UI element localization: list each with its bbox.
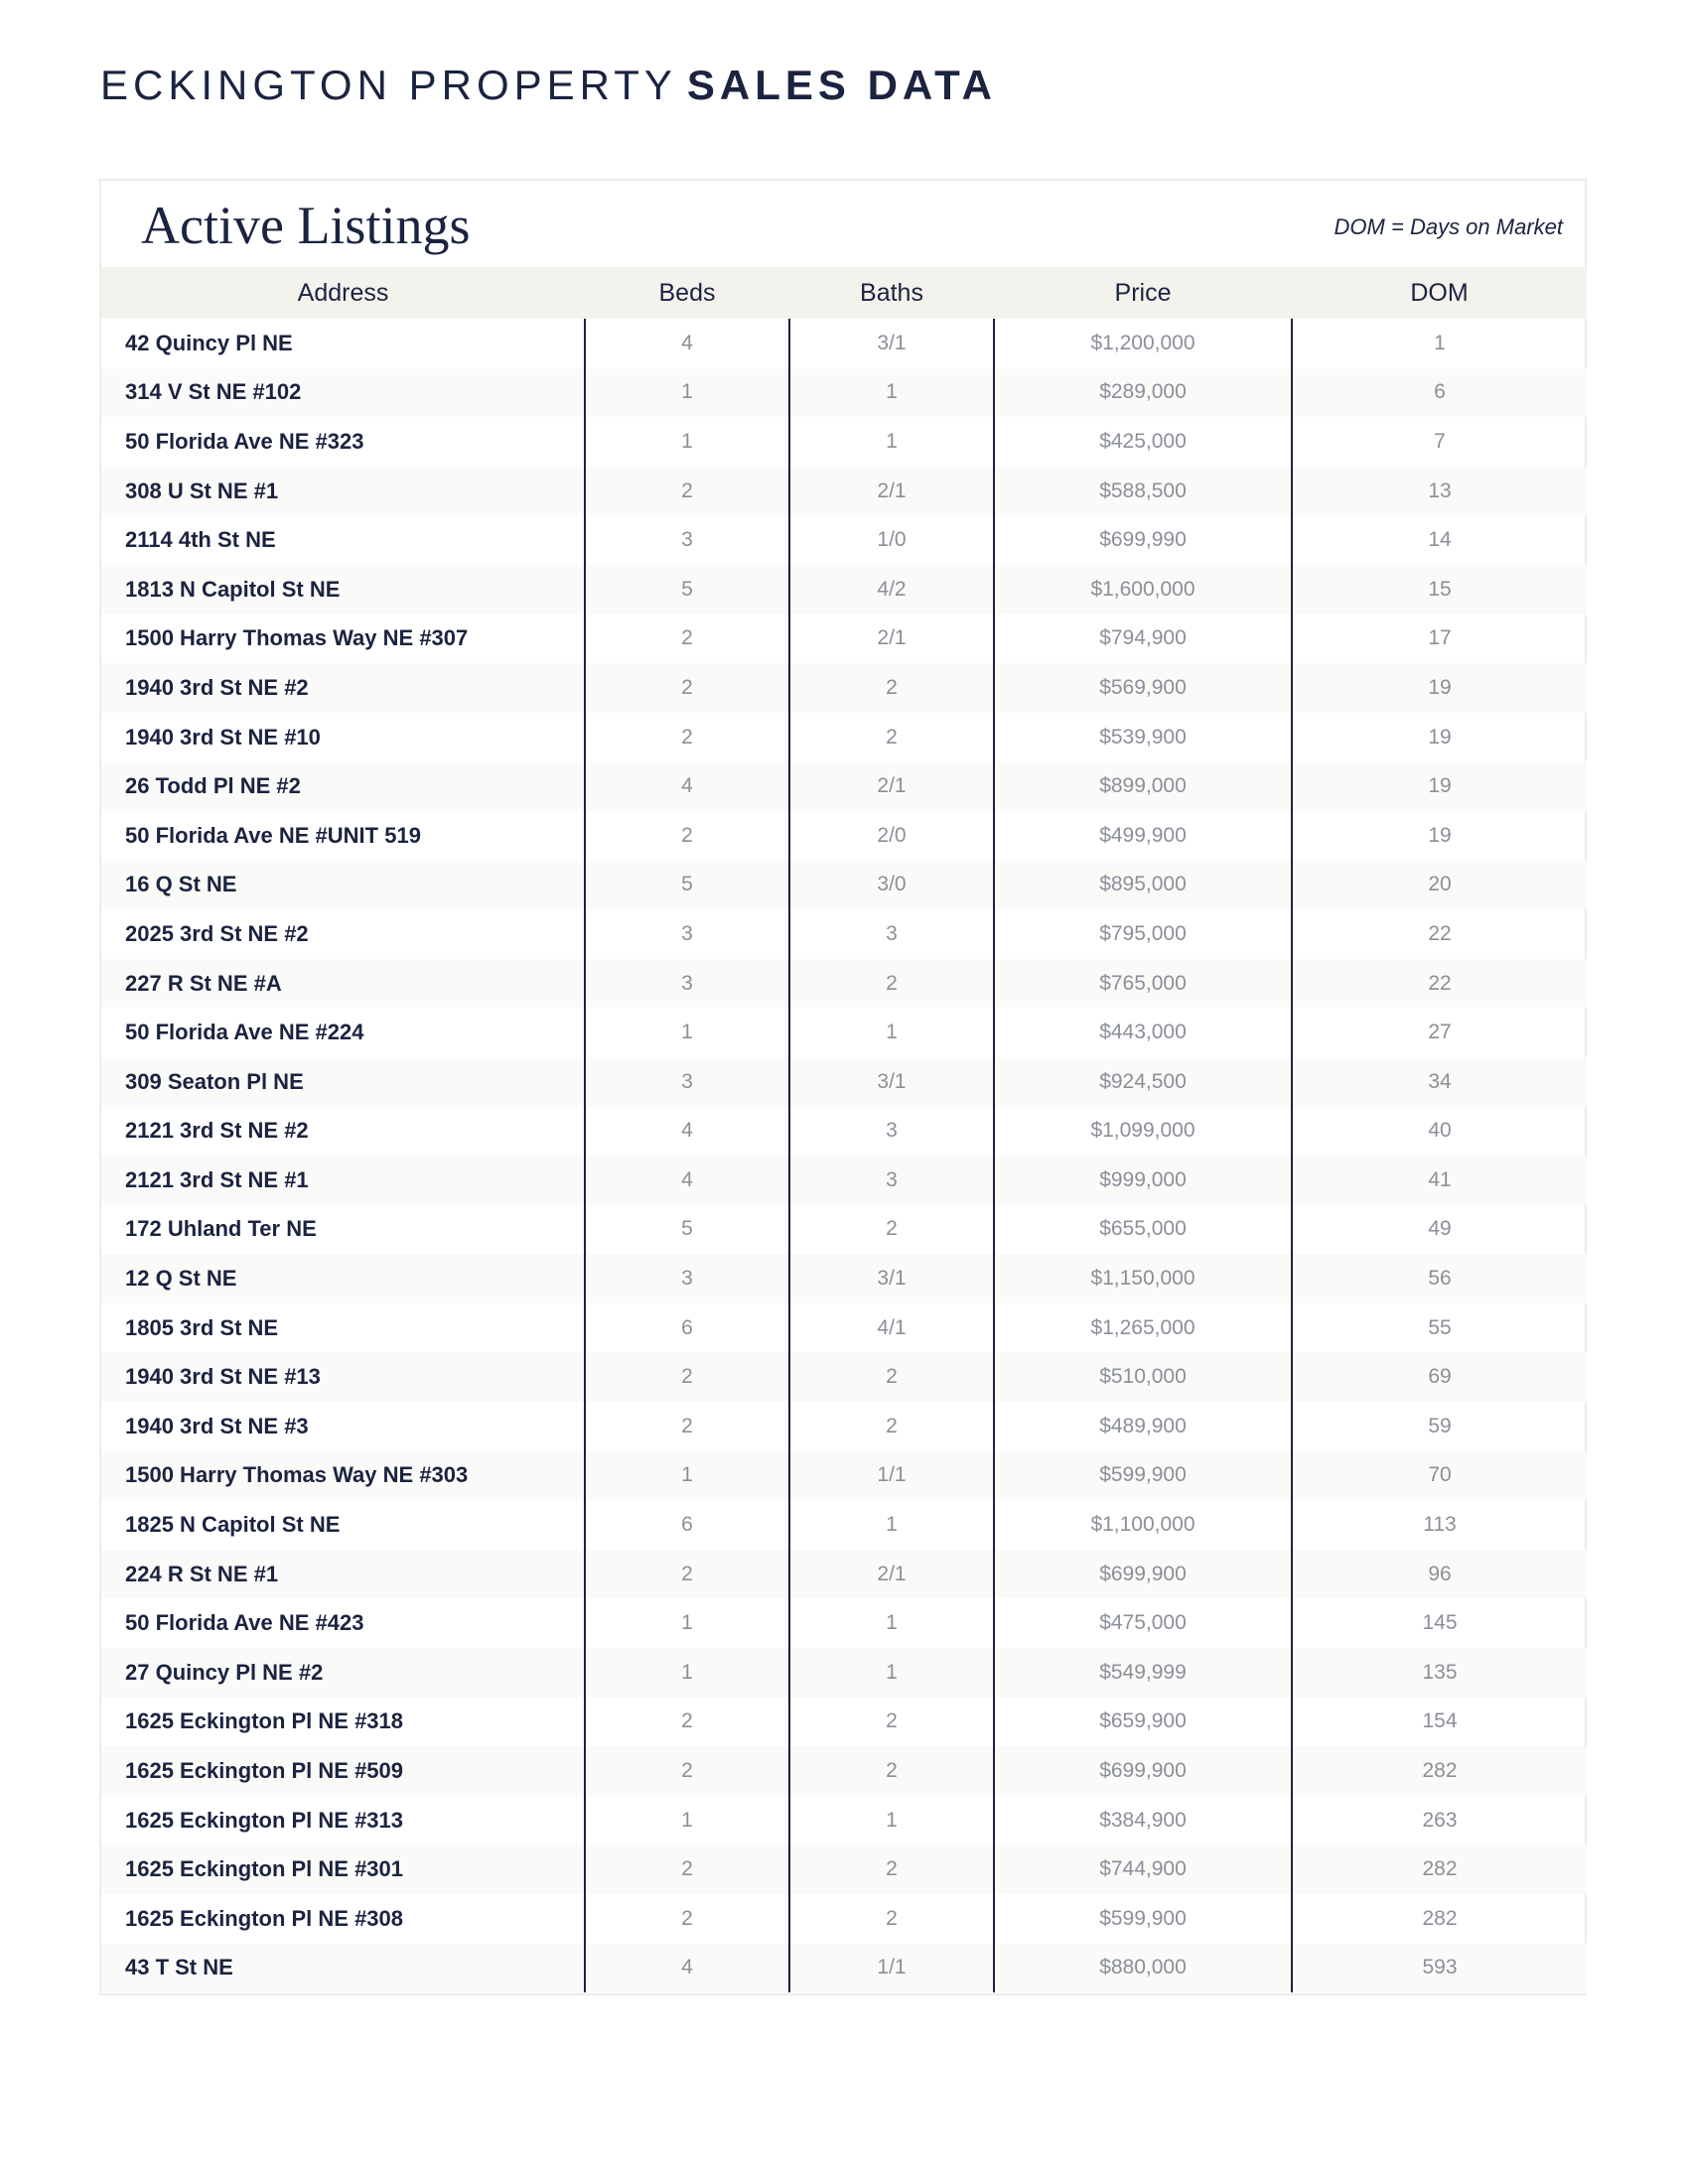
cell-beds: 2 bbox=[585, 1698, 789, 1747]
cell-baths: 2 bbox=[789, 1352, 994, 1402]
table-row bbox=[101, 1894, 1587, 1944]
cell-dom: 7 bbox=[1434, 429, 1446, 453]
cell-baths: 2/1 bbox=[789, 761, 994, 811]
cell-price: $744,900 bbox=[994, 1844, 1292, 1894]
cell-beds: 1 bbox=[585, 1008, 789, 1057]
cell-dom: 15 bbox=[1428, 577, 1452, 601]
cell-price: $655,000 bbox=[994, 1205, 1292, 1255]
cell-beds: 2 bbox=[585, 467, 789, 516]
cell-price: $880,000 bbox=[994, 1944, 1292, 1993]
table-row bbox=[101, 1156, 1587, 1205]
table-row bbox=[101, 1107, 1587, 1157]
cell-dom: 55 bbox=[1428, 1315, 1452, 1339]
cell-dom: 282 bbox=[1422, 1906, 1458, 1930]
cell-beds: 4 bbox=[585, 1944, 789, 1993]
table-row bbox=[101, 811, 1587, 861]
cell-baths: 1 bbox=[789, 1648, 994, 1698]
cell-beds: 6 bbox=[585, 1303, 789, 1353]
cell-price: $443,000 bbox=[994, 1008, 1292, 1057]
cell-dom: 19 bbox=[1428, 774, 1452, 798]
cell-dom: 41 bbox=[1428, 1167, 1452, 1191]
page-title-bold: SALES DATA bbox=[686, 62, 997, 108]
table-row bbox=[101, 565, 1587, 614]
cell-address: 50 Florida Ave NE #224 bbox=[101, 1008, 585, 1057]
cell-address: 2121 3rd St NE #1 bbox=[101, 1156, 585, 1205]
listings-table bbox=[101, 267, 1587, 1992]
cell-price: $999,000 bbox=[994, 1156, 1292, 1205]
table-header-row bbox=[101, 267, 1587, 319]
cell-address: 1625 Eckington Pl NE #313 bbox=[101, 1796, 585, 1845]
cell-baths: 2 bbox=[789, 959, 994, 1009]
cell-baths: 2 bbox=[789, 663, 994, 713]
cell-dom: 13 bbox=[1428, 478, 1452, 502]
cell-address: 314 V St NE #102 bbox=[101, 368, 585, 418]
column-header-beds: Beds bbox=[658, 278, 716, 307]
cell-baths: 1 bbox=[789, 1500, 994, 1550]
cell-address: 1500 Harry Thomas Way NE #303 bbox=[101, 1451, 585, 1501]
cell-address: 1625 Eckington Pl NE #318 bbox=[101, 1698, 585, 1747]
table-row bbox=[101, 1451, 1587, 1501]
cell-baths: 2 bbox=[789, 1844, 994, 1894]
cell-address: 1940 3rd St NE #10 bbox=[101, 713, 585, 762]
cell-beds: 2 bbox=[585, 1352, 789, 1402]
cell-price: $699,900 bbox=[994, 1746, 1292, 1796]
cell-price: $699,990 bbox=[994, 515, 1292, 565]
cell-beds: 4 bbox=[585, 1107, 789, 1157]
table-row bbox=[101, 1402, 1587, 1451]
cell-price: $1,265,000 bbox=[994, 1303, 1292, 1353]
cell-baths: 3 bbox=[789, 1156, 994, 1205]
table-row bbox=[101, 1500, 1587, 1550]
cell-address: 224 R St NE #1 bbox=[101, 1550, 585, 1599]
cell-price: $499,900 bbox=[994, 811, 1292, 861]
cell-beds: 2 bbox=[585, 1844, 789, 1894]
cell-address: 16 Q St NE bbox=[101, 861, 585, 910]
cell-price: $1,099,000 bbox=[994, 1107, 1292, 1157]
cell-beds: 6 bbox=[585, 1500, 789, 1550]
cell-address: 1813 N Capitol St NE bbox=[101, 565, 585, 614]
table-row bbox=[101, 761, 1587, 811]
card-title: Active Listings bbox=[141, 196, 471, 255]
cell-dom: 56 bbox=[1428, 1267, 1452, 1291]
table-row bbox=[101, 1746, 1587, 1796]
cell-beds: 2 bbox=[585, 1746, 789, 1796]
cell-beds: 5 bbox=[585, 1205, 789, 1255]
cell-baths: 3/1 bbox=[789, 319, 994, 368]
table-row bbox=[101, 1352, 1587, 1402]
cell-baths: 1 bbox=[789, 417, 994, 467]
cell-address: 308 U St NE #1 bbox=[101, 467, 585, 516]
cell-baths: 2 bbox=[789, 1402, 994, 1451]
cell-beds: 2 bbox=[585, 811, 789, 861]
cell-dom: 40 bbox=[1428, 1119, 1452, 1143]
cell-beds: 2 bbox=[585, 713, 789, 762]
cell-beds: 5 bbox=[585, 565, 789, 614]
cell-baths: 1/0 bbox=[789, 515, 994, 565]
cell-beds: 4 bbox=[585, 761, 789, 811]
cell-dom: 22 bbox=[1428, 971, 1452, 995]
table-row bbox=[101, 1057, 1587, 1107]
table-row bbox=[101, 1550, 1587, 1599]
cell-baths: 3 bbox=[789, 1107, 994, 1157]
cell-price: $794,900 bbox=[994, 614, 1292, 664]
cell-beds: 1 bbox=[585, 1598, 789, 1648]
cell-address: 1825 N Capitol St NE bbox=[101, 1500, 585, 1550]
cell-baths: 2 bbox=[789, 1698, 994, 1747]
cell-beds: 3 bbox=[585, 959, 789, 1009]
table-row bbox=[101, 417, 1587, 467]
cell-beds: 2 bbox=[585, 614, 789, 664]
cell-baths: 2 bbox=[789, 1205, 994, 1255]
table-row bbox=[101, 614, 1587, 664]
cell-baths: 2 bbox=[789, 713, 994, 762]
cell-beds: 1 bbox=[585, 368, 789, 418]
cell-dom: 6 bbox=[1434, 380, 1446, 404]
cell-dom: 263 bbox=[1422, 1808, 1458, 1832]
column-header-baths: Baths bbox=[860, 278, 923, 307]
table-row bbox=[101, 909, 1587, 959]
cell-price: $1,600,000 bbox=[994, 565, 1292, 614]
cell-beds: 1 bbox=[585, 1648, 789, 1698]
cell-price: $765,000 bbox=[994, 959, 1292, 1009]
cell-baths: 2/1 bbox=[789, 1550, 994, 1599]
cell-baths: 3/1 bbox=[789, 1254, 994, 1303]
table-row bbox=[101, 1648, 1587, 1698]
cell-dom: 154 bbox=[1422, 1709, 1458, 1733]
table-row bbox=[101, 1944, 1587, 1993]
cell-beds: 4 bbox=[585, 1156, 789, 1205]
cell-address: 1940 3rd St NE #2 bbox=[101, 663, 585, 713]
cell-dom: 69 bbox=[1428, 1365, 1452, 1389]
page-title bbox=[100, 62, 997, 109]
cell-beds: 2 bbox=[585, 1402, 789, 1451]
cell-address: 50 Florida Ave NE #UNIT 519 bbox=[101, 811, 585, 861]
cell-baths: 1 bbox=[789, 1796, 994, 1845]
table-row bbox=[101, 1008, 1587, 1057]
cell-address: 1625 Eckington Pl NE #301 bbox=[101, 1844, 585, 1894]
cell-dom: 1 bbox=[1434, 331, 1446, 354]
cell-beds: 3 bbox=[585, 1057, 789, 1107]
cell-baths: 1 bbox=[789, 368, 994, 418]
cell-address: 1940 3rd St NE #3 bbox=[101, 1402, 585, 1451]
cell-beds: 3 bbox=[585, 909, 789, 959]
cell-address: 227 R St NE #A bbox=[101, 959, 585, 1009]
cell-dom: 59 bbox=[1428, 1414, 1452, 1437]
dom-legend: DOM = Days on Market bbox=[1334, 214, 1563, 239]
cell-dom: 282 bbox=[1422, 1759, 1458, 1783]
cell-baths: 3/1 bbox=[789, 1057, 994, 1107]
cell-dom: 27 bbox=[1428, 1021, 1452, 1044]
cell-baths: 1/1 bbox=[789, 1451, 994, 1501]
table-row bbox=[101, 1844, 1587, 1894]
cell-baths: 2/1 bbox=[789, 467, 994, 516]
cell-address: 172 Uhland Ter NE bbox=[101, 1205, 585, 1255]
cell-price: $489,900 bbox=[994, 1402, 1292, 1451]
cell-beds: 4 bbox=[585, 319, 789, 368]
table-row bbox=[101, 467, 1587, 516]
table-row bbox=[101, 1796, 1587, 1845]
cell-dom: 282 bbox=[1422, 1857, 1458, 1881]
cell-price: $425,000 bbox=[994, 417, 1292, 467]
active-listings-card bbox=[99, 179, 1587, 1995]
cell-price: $599,900 bbox=[994, 1451, 1292, 1501]
cell-price: $795,000 bbox=[994, 909, 1292, 959]
cell-address: 42 Quincy Pl NE bbox=[101, 319, 585, 368]
cell-baths: 2/1 bbox=[789, 614, 994, 664]
cell-address: 2025 3rd St NE #2 bbox=[101, 909, 585, 959]
cell-baths: 4/2 bbox=[789, 565, 994, 614]
cell-dom: 34 bbox=[1428, 1069, 1452, 1093]
cell-dom: 49 bbox=[1428, 1217, 1452, 1241]
cell-dom: 70 bbox=[1428, 1463, 1452, 1487]
cell-price: $699,900 bbox=[994, 1550, 1292, 1599]
table-row bbox=[101, 959, 1587, 1009]
cell-price: $1,100,000 bbox=[994, 1500, 1292, 1550]
cell-dom: 96 bbox=[1428, 1562, 1452, 1585]
cell-beds: 2 bbox=[585, 1550, 789, 1599]
cell-dom: 135 bbox=[1422, 1660, 1458, 1684]
cell-beds: 2 bbox=[585, 663, 789, 713]
table-row bbox=[101, 1303, 1587, 1353]
table-row bbox=[101, 1698, 1587, 1747]
cell-price: $289,000 bbox=[994, 368, 1292, 418]
cell-price: $569,900 bbox=[994, 663, 1292, 713]
cell-beds: 3 bbox=[585, 1254, 789, 1303]
cell-price: $1,200,000 bbox=[994, 319, 1292, 368]
cell-baths: 4/1 bbox=[789, 1303, 994, 1353]
cell-address: 50 Florida Ave NE #423 bbox=[101, 1598, 585, 1648]
cell-price: $599,900 bbox=[994, 1894, 1292, 1944]
cell-address: 2114 4th St NE bbox=[101, 515, 585, 565]
cell-price: $384,900 bbox=[994, 1796, 1292, 1845]
cell-address: 50 Florida Ave NE #323 bbox=[101, 417, 585, 467]
cell-dom: 145 bbox=[1422, 1611, 1458, 1635]
column-header-price: Price bbox=[1114, 278, 1172, 307]
cell-price: $659,900 bbox=[994, 1698, 1292, 1747]
cell-address: 27 Quincy Pl NE #2 bbox=[101, 1648, 585, 1698]
cell-dom: 22 bbox=[1428, 921, 1452, 945]
cell-price: $539,900 bbox=[994, 713, 1292, 762]
table-row bbox=[101, 1598, 1587, 1648]
cell-baths: 3 bbox=[789, 909, 994, 959]
table-row bbox=[101, 1254, 1587, 1303]
cell-dom: 17 bbox=[1428, 626, 1452, 650]
cell-baths: 2/0 bbox=[789, 811, 994, 861]
cell-address: 12 Q St NE bbox=[101, 1254, 585, 1303]
cell-dom: 19 bbox=[1428, 725, 1452, 749]
table-row bbox=[101, 1205, 1587, 1255]
cell-baths: 2 bbox=[789, 1894, 994, 1944]
cell-address: 2121 3rd St NE #2 bbox=[101, 1107, 585, 1157]
cell-price: $899,000 bbox=[994, 761, 1292, 811]
cell-price: $895,000 bbox=[994, 861, 1292, 910]
table-row bbox=[101, 713, 1587, 762]
cell-address: 1500 Harry Thomas Way NE #307 bbox=[101, 614, 585, 664]
cell-address: 1805 3rd St NE bbox=[101, 1303, 585, 1353]
cell-baths: 1 bbox=[789, 1598, 994, 1648]
cell-dom: 20 bbox=[1428, 873, 1452, 896]
cell-dom: 14 bbox=[1428, 528, 1452, 552]
table-row bbox=[101, 663, 1587, 713]
cell-beds: 2 bbox=[585, 1894, 789, 1944]
cell-price: $475,000 bbox=[994, 1598, 1292, 1648]
cell-beds: 5 bbox=[585, 861, 789, 910]
cell-address: 1940 3rd St NE #13 bbox=[101, 1352, 585, 1402]
cell-price: $924,500 bbox=[994, 1057, 1292, 1107]
cell-address: 309 Seaton Pl NE bbox=[101, 1057, 585, 1107]
listings-body bbox=[101, 319, 1587, 1992]
table-row bbox=[101, 368, 1587, 418]
cell-beds: 3 bbox=[585, 515, 789, 565]
table-row bbox=[101, 861, 1587, 910]
column-header-dom: DOM bbox=[1410, 278, 1469, 307]
cell-beds: 1 bbox=[585, 1451, 789, 1501]
cell-beds: 1 bbox=[585, 417, 789, 467]
cell-price: $510,000 bbox=[994, 1352, 1292, 1402]
column-header-address: Address bbox=[297, 278, 389, 307]
cell-address: 43 T St NE bbox=[101, 1944, 585, 1993]
cell-dom: 593 bbox=[1422, 1956, 1458, 1979]
cell-address: 1625 Eckington Pl NE #308 bbox=[101, 1894, 585, 1944]
cell-baths: 1/1 bbox=[789, 1944, 994, 1993]
cell-baths: 2 bbox=[789, 1746, 994, 1796]
table-row bbox=[101, 319, 1587, 368]
page-title-light: ECKINGTON PROPERTY bbox=[100, 62, 677, 108]
cell-price: $588,500 bbox=[994, 467, 1292, 516]
cell-dom: 113 bbox=[1423, 1513, 1457, 1537]
cell-dom: 19 bbox=[1428, 675, 1452, 699]
cell-address: 1625 Eckington Pl NE #509 bbox=[101, 1746, 585, 1796]
cell-address: 26 Todd Pl NE #2 bbox=[101, 761, 585, 811]
cell-price: $1,150,000 bbox=[994, 1254, 1292, 1303]
cell-dom: 19 bbox=[1428, 823, 1452, 847]
table-row bbox=[101, 515, 1587, 565]
cell-beds: 1 bbox=[585, 1796, 789, 1845]
cell-price: $549,999 bbox=[994, 1648, 1292, 1698]
cell-baths: 1 bbox=[789, 1008, 994, 1057]
cell-baths: 3/0 bbox=[789, 861, 994, 910]
